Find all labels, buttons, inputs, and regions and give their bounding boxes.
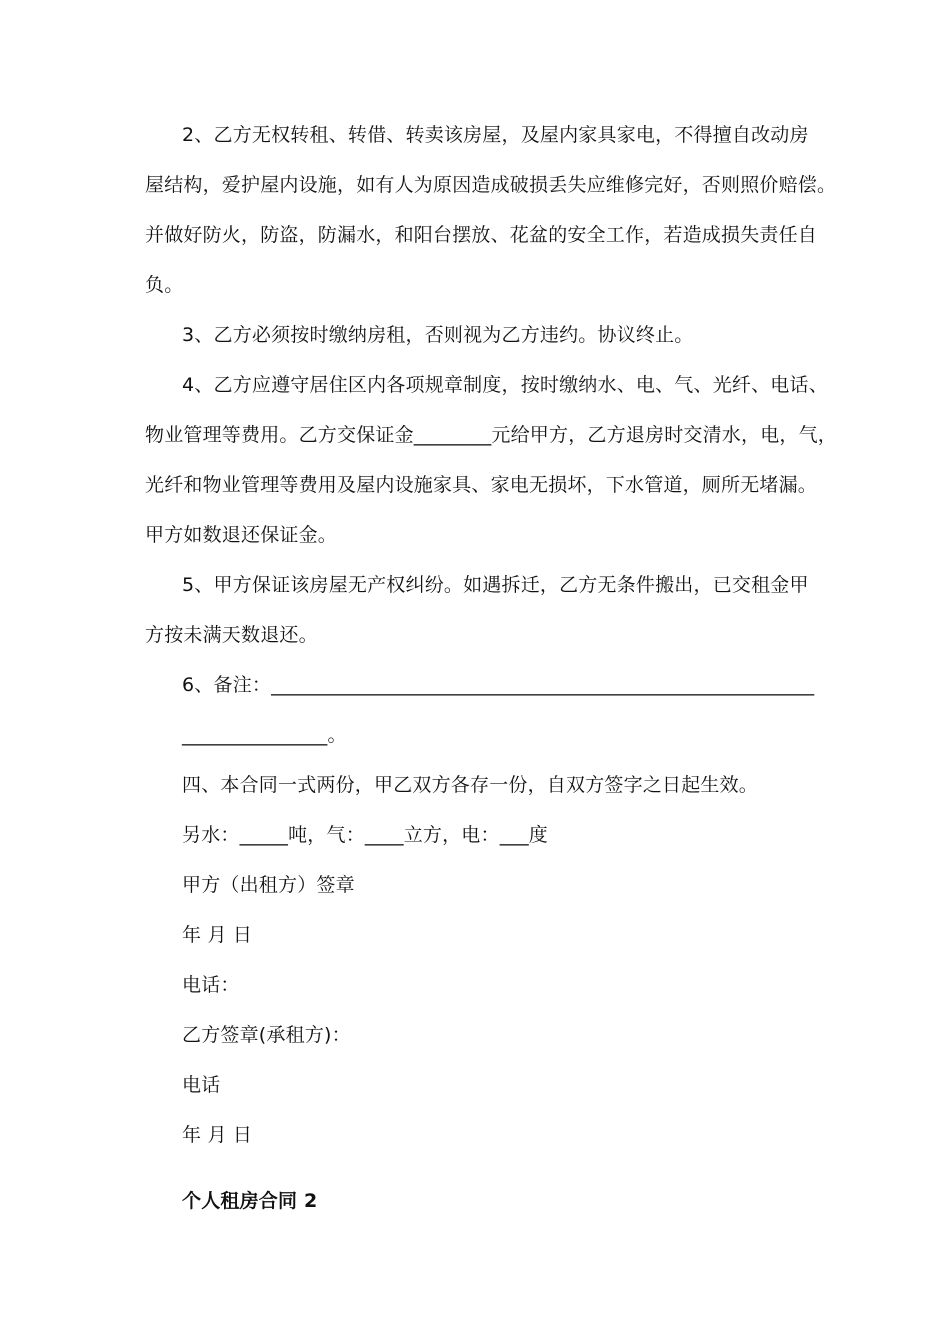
clause-4-line-2: 物业管理等费用。乙方交保证金________元给甲方，乙方退房时交清水，电，气， (145, 424, 838, 446)
party-a-date-label: 年 月 日 (182, 924, 253, 946)
party-a-signature-label: 甲方（出租方）签章 (182, 874, 355, 896)
party-b-date-label: 年 月 日 (182, 1124, 253, 1146)
clause-4-line-3: 光纤和物业管理等费用及屋内设施家具、家电无损坏，下水管道，厕所无堵漏。 (145, 474, 818, 496)
clause-2-line-4: 负。 (145, 274, 184, 296)
clause-4-line-4: 甲方如数退还保证金。 (145, 524, 338, 546)
utility-readings: 另水：_____吨，气：____立方，电：___度 (182, 824, 549, 846)
clause-5-line-1: 5、甲方保证该房屋无产权纠纷。如遇拆迁，乙方无条件搬出，已交租金甲 (182, 574, 809, 596)
party-a-phone-label: 电话： (182, 974, 240, 996)
clause-2-line-3: 并做好防火，防盗，防漏水，和阳台摆放、花盆的安全工作，若造成损失责任自 (145, 224, 818, 246)
party-b-signature-label: 乙方签章(承租方)： (182, 1024, 351, 1046)
clause-6-remarks: 6、备注：________________________________________________________ (182, 674, 815, 696)
clause-2-line-1: 2、乙方无权转租、转借、转卖该房屋，及屋内家具家电，不得擅自改动房 (182, 124, 809, 146)
section-4-effective: 四、本合同一式两份，甲乙双方各存一份，自双方签字之日起生效。 (182, 774, 759, 796)
clause-4-line-1: 4、乙方应遵守居住区内各项规章制度，按时缴纳水、电、气、光纤、电话、 (182, 374, 828, 396)
clause-5-line-2: 方按未满天数退还。 (145, 624, 318, 646)
section-title: 个人租房合同 2 (182, 1190, 318, 1212)
clause-6-remarks-continued: _______________。 (182, 724, 347, 746)
clause-3: 3、乙方必须按时缴纳房租，否则视为乙方违约。协议终止。 (182, 324, 694, 346)
clause-2-line-2: 屋结构，爱护屋内设施，如有人为原因造成破损丢失应维修完好，否则照价赔偿。 (145, 174, 837, 196)
party-b-phone-label: 电话 (182, 1074, 221, 1096)
